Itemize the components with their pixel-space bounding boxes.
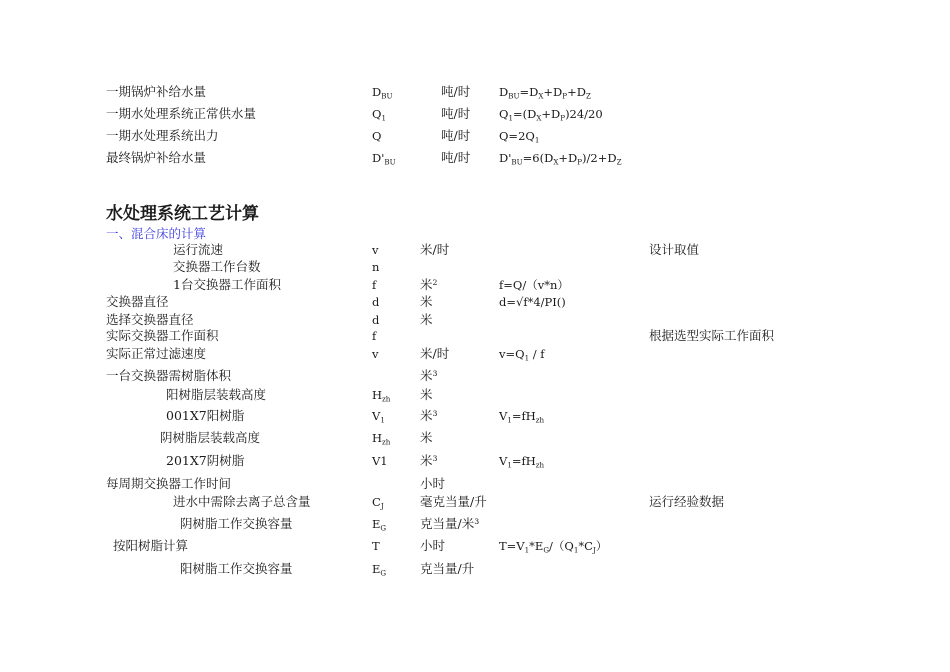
- row-name: 阳树脂工作交换容量: [180, 561, 293, 576]
- row-symbol: $E_G$: [372, 517, 387, 533]
- row-name: 交换器工作台数: [173, 259, 261, 274]
- row-unit: 吨/时: [441, 106, 471, 121]
- row-formula: $Q=2Q_1$: [499, 129, 540, 145]
- row-name: 实际交换器工作面积: [106, 328, 219, 343]
- row-symbol: n: [372, 260, 380, 274]
- table-row: [0, 126, 950, 146]
- row-symbol: v: [372, 347, 379, 361]
- row-formula: $V_1=fH_{zh}$: [499, 454, 545, 470]
- table-row: [0, 536, 950, 556]
- row-symbol: $D_{BU}$: [372, 85, 393, 101]
- row-symbol: f: [372, 329, 377, 343]
- row-unit: 吨/时: [441, 84, 471, 99]
- row-unit: 克当量/升: [420, 561, 475, 576]
- row-note: 运行经验数据: [649, 494, 725, 509]
- row-name: 一期水处理系统出力: [106, 128, 219, 143]
- table-row: [0, 559, 950, 579]
- row-formula: $Q_1=(D_X+D_P)24/20$: [499, 107, 603, 123]
- row-note: 设计取值: [649, 242, 700, 257]
- table-row: [0, 451, 950, 471]
- row-name: 选择交换器直径: [106, 312, 194, 327]
- table-row: [0, 514, 950, 534]
- row-symbol: Q: [372, 129, 382, 143]
- row-symbol: $D'_{BU}$: [372, 151, 396, 167]
- row-name: 一期水处理系统正常供水量: [106, 106, 257, 121]
- row-name: 最终锅炉补给水量: [106, 150, 207, 165]
- row-name: 进水中需除去离子总含量: [173, 494, 311, 509]
- row-symbol: T: [372, 539, 380, 553]
- row-symbol: V1: [372, 454, 388, 468]
- row-symbol: $Q_1$: [372, 107, 386, 123]
- row-formula: $D'_{BU}=6(D_X+D_P)/2+D_Z$: [499, 151, 622, 167]
- table-row: [0, 104, 950, 124]
- row-unit: 米: [420, 387, 433, 402]
- row-formula: f=Q/（v*n）: [499, 278, 569, 292]
- row-formula: $v=Q_1 / f$: [499, 347, 545, 363]
- row-unit: 米$^3$: [420, 408, 438, 423]
- row-name: 每周期交换器工作时间: [106, 476, 232, 491]
- table-row: [0, 366, 950, 386]
- row-symbol: v: [372, 243, 379, 257]
- row-symbol: $C_J$: [372, 495, 384, 511]
- row-symbol: d: [372, 313, 380, 327]
- row-unit: 毫克当量/升: [420, 494, 487, 509]
- row-symbol: $E_G$: [372, 562, 387, 578]
- row-unit: 米: [420, 312, 433, 327]
- row-symbol: $H_{zh}$: [372, 431, 391, 447]
- row-symbol: d: [372, 295, 380, 309]
- row-symbol: f: [372, 278, 377, 292]
- table-row: [0, 326, 950, 346]
- table-row: [0, 148, 950, 168]
- row-name: 阴树脂层装载高度: [160, 430, 261, 445]
- row-formula: $T=V_1*E_G/(Q_1*C_J)$: [499, 539, 608, 555]
- row-note: 根据选型实际工作面积: [649, 328, 775, 343]
- table-row: [0, 428, 950, 448]
- row-name: 按阳树脂计算: [113, 538, 189, 553]
- table-row: [0, 344, 950, 364]
- table-row: [0, 257, 950, 277]
- row-unit: 米: [420, 294, 433, 309]
- row-formula: $D_{BU}=D_X+D_P+D_Z$: [499, 85, 591, 101]
- row-formula: $V_1=fH_{zh}$: [499, 409, 545, 425]
- row-unit: 米$^2$: [420, 277, 438, 292]
- row-unit: 小时: [420, 538, 446, 553]
- row-unit: 米/时: [420, 242, 450, 257]
- row-name: 阳树脂层装载高度: [166, 387, 267, 402]
- row-formula: d=√f*4/PI(): [499, 295, 566, 309]
- row-name: 运行流速: [173, 242, 224, 257]
- row-symbol: $H_{zh}$: [372, 388, 391, 404]
- subsection-title: 一、混合床的计算: [106, 226, 207, 241]
- row-name: 一期锅炉补给水量: [106, 84, 207, 99]
- row-unit: 吨/时: [441, 150, 471, 165]
- row-unit: 米: [420, 430, 433, 445]
- row-name: 001X7阳树脂: [166, 408, 245, 423]
- row-name: 1台交换器工作面积: [173, 277, 281, 292]
- table-row: [0, 292, 950, 312]
- table-row: [0, 492, 950, 512]
- row-unit: 米$^3$: [420, 368, 438, 383]
- row-name: 201X7阴树脂: [166, 453, 245, 468]
- row-name: 一台交换器需树脂体积: [106, 368, 232, 383]
- row-unit: 米/时: [420, 346, 450, 361]
- row-name: 交换器直径: [106, 294, 169, 309]
- row-unit: 小时: [420, 476, 446, 491]
- table-row: [0, 474, 950, 494]
- table-row: [0, 385, 950, 405]
- row-unit: 克当量/米$^3$: [420, 516, 480, 531]
- table-row: [0, 82, 950, 102]
- row-name: 阴树脂工作交换容量: [180, 516, 293, 531]
- table-row: [0, 406, 950, 426]
- row-name: 实际正常过滤速度: [106, 346, 207, 361]
- row-unit: 米$^3$: [420, 453, 438, 468]
- section-title: 水处理系统工艺计算: [106, 204, 259, 224]
- row-unit: 吨/时: [441, 128, 471, 143]
- row-symbol: $V_1$: [372, 409, 385, 425]
